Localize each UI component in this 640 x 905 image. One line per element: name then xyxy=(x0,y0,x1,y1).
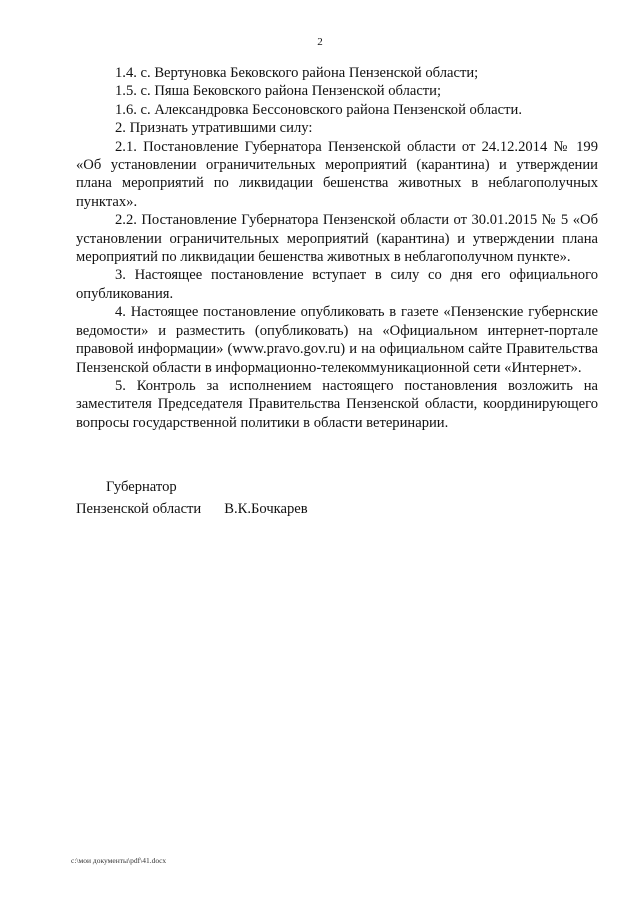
paragraph-1-6: 1.6. с. Александровка Бессоновского района Пензенской области. xyxy=(115,101,522,118)
paragraph-5: 5. Контроль за исполнением настоящего постановления возложить на заместителя Председателя Правительства Пензенской области, координирующего вопросы государственной политики в области ветеринарии. xyxy=(76,377,598,431)
paragraph-2-1: 2.1. Постановление Губернатора Пензенской области от 24.12.2014 № 199 «Об установлении ограничительных мероприятий (карантина) и утверждении плана мероприятий по ликвидации бешенства животных в неблагополучных пунктах». xyxy=(76,138,598,210)
paragraph-2-2: 2.2. Постановление Губернатора Пензенской области от 30.01.2015 № 5 «Об установлении ограничительных мероприятий (карантина) и утверждении плана мероприятий по ликвидации бешенства животных в неблагополучном пункте». xyxy=(76,212,598,266)
paragraph-3: 3. Настоящее постановление вступает в силу со дня его официального опубликования. xyxy=(76,267,598,302)
signature-block xyxy=(76,476,308,520)
signatory-title-line2-row xyxy=(76,498,308,520)
page-number: 2 xyxy=(317,36,323,48)
document-body xyxy=(76,64,598,432)
file-path-footer: c:\мои документы\pdf\41.docx xyxy=(71,856,167,865)
signatory-name: В.К.Бочкарев xyxy=(224,501,308,517)
paragraph-1-4: 1.4. с. Вертуновка Бековского района Пензенской области; xyxy=(115,65,479,81)
paragraph-2: 2. Признать утратившими силу: xyxy=(115,120,313,137)
signatory-title-line2: Пензенской области xyxy=(76,501,202,517)
paragraph-1-5: 1.5. с. Пяша Бековского района Пензенской области; xyxy=(115,83,442,100)
signatory-title-line1: Губернатор xyxy=(106,479,177,495)
paragraph-4: 4. Настоящее постановление опубликовать в газете «Пензенские губернские ведомости» и разместить (опубликовать) на «Официальном интернет-портале правовой информации» (www.pravo.gov.ru) и на официальном сайте Правительства Пензенской области в информационно-телекоммуникационной сети «Интернет». xyxy=(76,304,598,376)
